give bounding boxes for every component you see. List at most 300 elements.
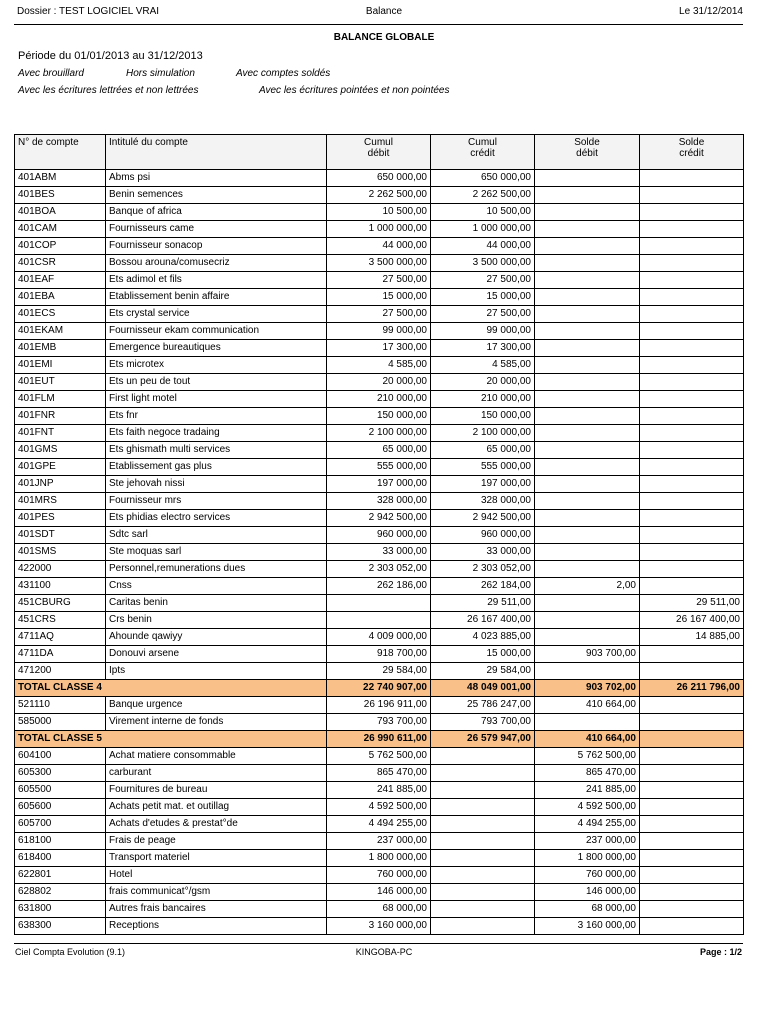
cell-cumul-debit: 5 762 500,00 <box>327 748 431 765</box>
table-row <box>15 493 744 510</box>
cell-account-title: Achat matiere consommable <box>106 748 327 765</box>
computer-name: KINGOBA-PC <box>355 947 413 957</box>
cell-cumul-debit: 2 303 052,00 <box>327 561 431 578</box>
cell-solde-credit <box>640 391 744 408</box>
cell-solde-debit: 68 000,00 <box>535 901 640 918</box>
cell-solde-credit <box>640 901 744 918</box>
cell-cumul-debit: 4 009 000,00 <box>327 629 431 646</box>
total-label: TOTAL CLASSE 4 <box>15 680 327 697</box>
table-row <box>15 629 744 646</box>
cell-account-title: Achats petit mat. et outillag <box>106 799 327 816</box>
cell-solde-debit: 4 592 500,00 <box>535 799 640 816</box>
cell-cumul-debit: 3 160 000,00 <box>327 918 431 935</box>
cell-cumul-credit: 15 000,00 <box>431 289 535 306</box>
cell-solde-credit <box>640 442 744 459</box>
cell-account-title: Receptions <box>106 918 327 935</box>
table-row <box>15 901 744 918</box>
table-row <box>15 476 744 493</box>
cell-cumul-debit: 2 100 000,00 <box>327 425 431 442</box>
total-row <box>15 731 744 748</box>
cell-account-number: 401CSR <box>15 255 106 272</box>
cell-cumul-debit: 15 000,00 <box>327 289 431 306</box>
cell-cumul-credit: 210 000,00 <box>431 391 535 408</box>
cell-account-number: 622801 <box>15 867 106 884</box>
cell-solde-credit <box>640 510 744 527</box>
total-label: TOTAL CLASSE 5 <box>15 731 327 748</box>
table-row <box>15 306 744 323</box>
cell-solde-credit <box>640 238 744 255</box>
cell-account-number: 451CBURG <box>15 595 106 612</box>
column-header-line1: Cumul <box>364 137 393 148</box>
cell-account-title: Sdtc sarl <box>106 527 327 544</box>
total-row <box>15 680 744 697</box>
column-header-cumul-debit <box>327 135 431 170</box>
cell-solde-credit <box>640 765 744 782</box>
cell-solde-debit <box>535 391 640 408</box>
cell-solde-debit: 5 762 500,00 <box>535 748 640 765</box>
cell-account-number: 401BES <box>15 187 106 204</box>
cell-account-title: Transport materiel <box>106 850 327 867</box>
table-row <box>15 561 744 578</box>
cell-account-title: Ets faith negoce tradaing <box>106 425 327 442</box>
cell-account-title: Abms psi <box>106 170 327 187</box>
cell-solde-credit <box>640 340 744 357</box>
cell-cumul-credit <box>431 782 535 799</box>
cell-account-title: Ste moquas sarl <box>106 544 327 561</box>
cell-solde-debit: 1 800 000,00 <box>535 850 640 867</box>
cell-cumul-debit: 29 584,00 <box>327 663 431 680</box>
cell-account-number: 422000 <box>15 561 106 578</box>
table-row <box>15 187 744 204</box>
cell-solde-credit <box>640 493 744 510</box>
cell-solde-credit <box>640 663 744 680</box>
cell-cumul-credit: 25 786 247,00 <box>431 697 535 714</box>
cell-account-number: 521110 <box>15 697 106 714</box>
table-row <box>15 544 744 561</box>
cell-cumul-credit: 4 585,00 <box>431 357 535 374</box>
cell-account-title: Fournisseur ekam communication <box>106 323 327 340</box>
cell-cumul-credit <box>431 816 535 833</box>
table-row <box>15 442 744 459</box>
software-name: Ciel Compta Evolution (9.1) <box>15 947 126 957</box>
table-header-row <box>15 135 744 170</box>
cell-solde-debit <box>535 408 640 425</box>
cell-cumul-debit: 10 500,00 <box>327 204 431 221</box>
table-row <box>15 782 744 799</box>
cell-solde-debit <box>535 629 640 646</box>
cell-solde-credit <box>640 272 744 289</box>
cell-cumul-debit: 865 470,00 <box>327 765 431 782</box>
cell-cumul-credit: 29 584,00 <box>431 663 535 680</box>
total-solde-credit <box>640 731 744 748</box>
cell-cumul-credit: 99 000,00 <box>431 323 535 340</box>
cell-cumul-credit: 26 167 400,00 <box>431 612 535 629</box>
cell-solde-debit <box>535 340 640 357</box>
cell-cumul-credit <box>431 867 535 884</box>
column-header-line1: Solde <box>574 137 600 148</box>
cell-cumul-debit: 1 000 000,00 <box>327 221 431 238</box>
cell-account-number: 401JNP <box>15 476 106 493</box>
cell-account-title: Ets adimol et fils <box>106 272 327 289</box>
cell-cumul-credit: 262 184,00 <box>431 578 535 595</box>
cell-solde-debit <box>535 170 640 187</box>
cell-account-title: Bossou arouna/comusecriz <box>106 255 327 272</box>
cell-solde-credit <box>640 289 744 306</box>
cell-cumul-credit: 2 942 500,00 <box>431 510 535 527</box>
cell-solde-credit <box>640 748 744 765</box>
cell-account-number: 431100 <box>15 578 106 595</box>
cell-cumul-debit: 99 000,00 <box>327 323 431 340</box>
cell-solde-credit <box>640 459 744 476</box>
cell-solde-credit <box>640 816 744 833</box>
column-header-line1: Cumul <box>468 137 497 148</box>
total-cumul-credit: 26 579 947,00 <box>431 731 535 748</box>
cell-cumul-credit <box>431 799 535 816</box>
cell-account-number: 401GPE <box>15 459 106 476</box>
cell-account-number: 401ECS <box>15 306 106 323</box>
cell-account-title: Personnel,remunerations dues <box>106 561 327 578</box>
cell-solde-credit <box>640 170 744 187</box>
cell-cumul-debit: 4 494 255,00 <box>327 816 431 833</box>
cell-account-title: Ets phidias electro services <box>106 510 327 527</box>
cell-account-title: First light motel <box>106 391 327 408</box>
cell-account-number: 401FNR <box>15 408 106 425</box>
cell-solde-credit <box>640 697 744 714</box>
cell-solde-credit <box>640 867 744 884</box>
cell-cumul-credit: 17 300,00 <box>431 340 535 357</box>
cell-account-number: 401EMB <box>15 340 106 357</box>
cell-solde-debit <box>535 306 640 323</box>
table-row <box>15 578 744 595</box>
cell-solde-debit <box>535 510 640 527</box>
table-row <box>15 663 744 680</box>
table-row <box>15 238 744 255</box>
cell-cumul-debit: 241 885,00 <box>327 782 431 799</box>
cell-solde-credit <box>640 884 744 901</box>
cell-solde-debit: 410 664,00 <box>535 697 640 714</box>
cell-account-title: Banque of africa <box>106 204 327 221</box>
cell-solde-credit <box>640 476 744 493</box>
option-brouillard: Avec brouillard <box>18 68 84 79</box>
cell-solde-credit <box>640 833 744 850</box>
table-row <box>15 748 744 765</box>
cell-cumul-credit: 960 000,00 <box>431 527 535 544</box>
cell-cumul-debit: 27 500,00 <box>327 306 431 323</box>
cell-cumul-credit: 2 100 000,00 <box>431 425 535 442</box>
total-solde-debit: 410 664,00 <box>535 731 640 748</box>
cell-solde-credit <box>640 850 744 867</box>
cell-cumul-credit: 27 500,00 <box>431 272 535 289</box>
cell-cumul-debit: 27 500,00 <box>327 272 431 289</box>
cell-cumul-debit: 3 500 000,00 <box>327 255 431 272</box>
cell-account-number: 604100 <box>15 748 106 765</box>
cell-cumul-credit: 10 500,00 <box>431 204 535 221</box>
cell-solde-debit: 4 494 255,00 <box>535 816 640 833</box>
cell-solde-debit <box>535 289 640 306</box>
cell-account-number: 401COP <box>15 238 106 255</box>
cell-account-number: 605500 <box>15 782 106 799</box>
cell-cumul-credit: 15 000,00 <box>431 646 535 663</box>
column-header-line2: débit <box>576 148 598 159</box>
table-row <box>15 170 744 187</box>
cell-solde-credit <box>640 561 744 578</box>
report-title: BALANCE GLOBALE <box>333 32 435 43</box>
table-row <box>15 323 744 340</box>
cell-account-title: Etablissement gas plus <box>106 459 327 476</box>
cell-solde-debit <box>535 425 640 442</box>
cell-account-title: Benin semences <box>106 187 327 204</box>
cell-account-title: Ipts <box>106 663 327 680</box>
cell-cumul-debit <box>327 595 431 612</box>
cell-account-number: 401GMS <box>15 442 106 459</box>
cell-cumul-debit: 760 000,00 <box>327 867 431 884</box>
column-header-account-title <box>106 135 327 170</box>
table-row <box>15 612 744 629</box>
cell-cumul-credit <box>431 901 535 918</box>
cell-cumul-credit: 197 000,00 <box>431 476 535 493</box>
cell-solde-credit <box>640 527 744 544</box>
cell-account-title: Banque urgence <box>106 697 327 714</box>
period-label: Période du 01/01/2013 au 31/12/2013 <box>18 50 203 62</box>
total-cumul-credit: 48 049 001,00 <box>431 680 535 697</box>
cell-cumul-debit: 650 000,00 <box>327 170 431 187</box>
cell-cumul-credit <box>431 884 535 901</box>
cell-cumul-debit: 17 300,00 <box>327 340 431 357</box>
cell-account-title: Frais de peage <box>106 833 327 850</box>
header-divider <box>14 24 743 25</box>
cell-cumul-credit: 33 000,00 <box>431 544 535 561</box>
table-row <box>15 918 744 935</box>
cell-account-title: Cnss <box>106 578 327 595</box>
table-row <box>15 850 744 867</box>
column-header-solde-debit <box>535 135 640 170</box>
cell-cumul-debit: 237 000,00 <box>327 833 431 850</box>
cell-account-number: 401ABM <box>15 170 106 187</box>
cell-solde-debit <box>535 714 640 731</box>
cell-cumul-debit: 33 000,00 <box>327 544 431 561</box>
column-header-line1: Solde <box>678 137 705 148</box>
option-soldes: Avec comptes soldés <box>236 68 331 79</box>
cell-account-title: Etablissement benin affaire <box>106 289 327 306</box>
cell-account-title: Fournisseurs came <box>106 221 327 238</box>
table-row <box>15 221 744 238</box>
cell-cumul-credit <box>431 850 535 867</box>
cell-cumul-credit: 650 000,00 <box>431 170 535 187</box>
cell-solde-credit <box>640 544 744 561</box>
cell-account-title: Virement interne de fonds <box>106 714 327 731</box>
cell-cumul-credit <box>431 833 535 850</box>
cell-cumul-debit: 68 000,00 <box>327 901 431 918</box>
table-row <box>15 340 744 357</box>
cell-cumul-debit: 793 700,00 <box>327 714 431 731</box>
cell-account-number: 628802 <box>15 884 106 901</box>
option-lettrees: Avec les écritures lettrées et non lettrées <box>18 85 199 96</box>
total-solde-debit: 903 702,00 <box>535 680 640 697</box>
column-header-account-number <box>15 135 106 170</box>
cell-solde-debit <box>535 323 640 340</box>
cell-account-number: 401FLM <box>15 391 106 408</box>
cell-cumul-debit: 210 000,00 <box>327 391 431 408</box>
cell-account-number: 471200 <box>15 663 106 680</box>
cell-cumul-credit: 29 511,00 <box>431 595 535 612</box>
cell-cumul-credit: 65 000,00 <box>431 442 535 459</box>
cell-solde-debit: 3 160 000,00 <box>535 918 640 935</box>
cell-solde-debit <box>535 493 640 510</box>
cell-cumul-credit: 3 500 000,00 <box>431 255 535 272</box>
cell-solde-credit <box>640 357 744 374</box>
cell-account-number: 401EAF <box>15 272 106 289</box>
cell-solde-credit: 29 511,00 <box>640 595 744 612</box>
cell-cumul-debit: 960 000,00 <box>327 527 431 544</box>
cell-account-title: Fournisseur sonacop <box>106 238 327 255</box>
cell-account-title: Ahounde qawiyy <box>106 629 327 646</box>
cell-cumul-credit: 555 000,00 <box>431 459 535 476</box>
cell-account-number: 4711DA <box>15 646 106 663</box>
cell-account-number: 401FNT <box>15 425 106 442</box>
cell-account-number: 618400 <box>15 850 106 867</box>
cell-cumul-debit: 44 000,00 <box>327 238 431 255</box>
cell-cumul-credit: 27 500,00 <box>431 306 535 323</box>
cell-cumul-credit <box>431 748 535 765</box>
option-pointees: Avec les écritures pointées et non pointées <box>259 85 450 96</box>
cell-solde-credit <box>640 306 744 323</box>
cell-account-number: 605700 <box>15 816 106 833</box>
cell-solde-credit <box>640 782 744 799</box>
cell-solde-debit: 146 000,00 <box>535 884 640 901</box>
cell-solde-debit <box>535 612 640 629</box>
cell-cumul-debit: 328 000,00 <box>327 493 431 510</box>
cell-solde-debit <box>535 238 640 255</box>
cell-account-title: carburant <box>106 765 327 782</box>
cell-solde-credit: 26 167 400,00 <box>640 612 744 629</box>
cell-account-title: Crs benin <box>106 612 327 629</box>
cell-account-title: Emergence bureautiques <box>106 340 327 357</box>
cell-cumul-debit: 146 000,00 <box>327 884 431 901</box>
cell-solde-credit <box>640 646 744 663</box>
cell-account-title: Hotel <box>106 867 327 884</box>
cell-cumul-debit <box>327 612 431 629</box>
table-row <box>15 510 744 527</box>
cell-solde-debit <box>535 255 640 272</box>
cell-solde-debit <box>535 221 640 238</box>
cell-account-number: 638300 <box>15 918 106 935</box>
column-header-line2: crédit <box>470 148 495 159</box>
cell-solde-credit <box>640 918 744 935</box>
cell-solde-credit <box>640 204 744 221</box>
cell-account-number: 585000 <box>15 714 106 731</box>
cell-solde-debit <box>535 663 640 680</box>
cell-solde-debit <box>535 561 640 578</box>
cell-account-title: Ets microtex <box>106 357 327 374</box>
cell-solde-debit <box>535 374 640 391</box>
cell-account-number: 401EUT <box>15 374 106 391</box>
cell-account-title: Donouvi arsene <box>106 646 327 663</box>
cell-cumul-credit: 2 262 500,00 <box>431 187 535 204</box>
cell-cumul-debit: 262 186,00 <box>327 578 431 595</box>
report-type-label: Balance <box>365 6 403 17</box>
column-header-line2: crédit <box>679 148 704 159</box>
cell-account-number: 401MRS <box>15 493 106 510</box>
cell-solde-credit <box>640 714 744 731</box>
cell-solde-credit <box>640 799 744 816</box>
cell-solde-debit <box>535 527 640 544</box>
cell-cumul-debit: 918 700,00 <box>327 646 431 663</box>
total-cumul-debit: 22 740 907,00 <box>327 680 431 697</box>
cell-account-title: Ets fnr <box>106 408 327 425</box>
cell-cumul-debit: 2 942 500,00 <box>327 510 431 527</box>
cell-solde-credit <box>640 374 744 391</box>
table-row <box>15 391 744 408</box>
table-row <box>15 646 744 663</box>
cell-solde-debit <box>535 476 640 493</box>
cell-solde-debit: 241 885,00 <box>535 782 640 799</box>
table-row <box>15 357 744 374</box>
table-row <box>15 425 744 442</box>
cell-cumul-debit: 1 800 000,00 <box>327 850 431 867</box>
cell-account-number: 605300 <box>15 765 106 782</box>
cell-solde-debit <box>535 595 640 612</box>
cell-account-title: Fournitures de bureau <box>106 782 327 799</box>
cell-solde-credit <box>640 425 744 442</box>
table-row <box>15 816 744 833</box>
cell-solde-debit <box>535 272 640 289</box>
column-header-line2: débit <box>367 148 390 159</box>
cell-cumul-debit: 26 196 911,00 <box>327 697 431 714</box>
cell-cumul-debit: 4 585,00 <box>327 357 431 374</box>
balance-table <box>14 134 744 935</box>
total-solde-credit: 26 211 796,00 <box>640 680 744 697</box>
total-cumul-debit: 26 990 611,00 <box>327 731 431 748</box>
cell-account-title: Fournisseur mrs <box>106 493 327 510</box>
cell-account-number: 401BOA <box>15 204 106 221</box>
cell-solde-debit <box>535 357 640 374</box>
cell-cumul-credit: 4 023 885,00 <box>431 629 535 646</box>
table-row <box>15 459 744 476</box>
cell-account-number: 631800 <box>15 901 106 918</box>
cell-solde-debit: 2,00 <box>535 578 640 595</box>
cell-solde-credit: 14 885,00 <box>640 629 744 646</box>
column-header-solde-credit <box>640 135 744 170</box>
cell-account-number: 401CAM <box>15 221 106 238</box>
table-row <box>15 272 744 289</box>
cell-solde-debit <box>535 204 640 221</box>
column-header-cumul-credit <box>431 135 535 170</box>
cell-solde-debit: 237 000,00 <box>535 833 640 850</box>
table-row <box>15 765 744 782</box>
cell-cumul-debit: 4 592 500,00 <box>327 799 431 816</box>
cell-solde-debit <box>535 544 640 561</box>
cell-cumul-credit: 1 000 000,00 <box>431 221 535 238</box>
cell-account-number: 401PES <box>15 510 106 527</box>
cell-cumul-credit: 20 000,00 <box>431 374 535 391</box>
table-row <box>15 833 744 850</box>
option-simulation: Hors simulation <box>126 68 195 79</box>
cell-account-number: 401SMS <box>15 544 106 561</box>
column-header-line1: Intitulé du compte <box>109 137 188 148</box>
page-number: Page : 1/2 <box>699 947 742 957</box>
cell-cumul-credit: 44 000,00 <box>431 238 535 255</box>
cell-account-title: Ets un peu de tout <box>106 374 327 391</box>
table-row <box>15 204 744 221</box>
cell-solde-debit <box>535 187 640 204</box>
column-header-line1: N° de compte <box>18 137 79 148</box>
cell-solde-debit: 903 700,00 <box>535 646 640 663</box>
cell-cumul-debit: 555 000,00 <box>327 459 431 476</box>
table-row <box>15 527 744 544</box>
table-row <box>15 884 744 901</box>
table-row <box>15 867 744 884</box>
cell-solde-credit <box>640 408 744 425</box>
